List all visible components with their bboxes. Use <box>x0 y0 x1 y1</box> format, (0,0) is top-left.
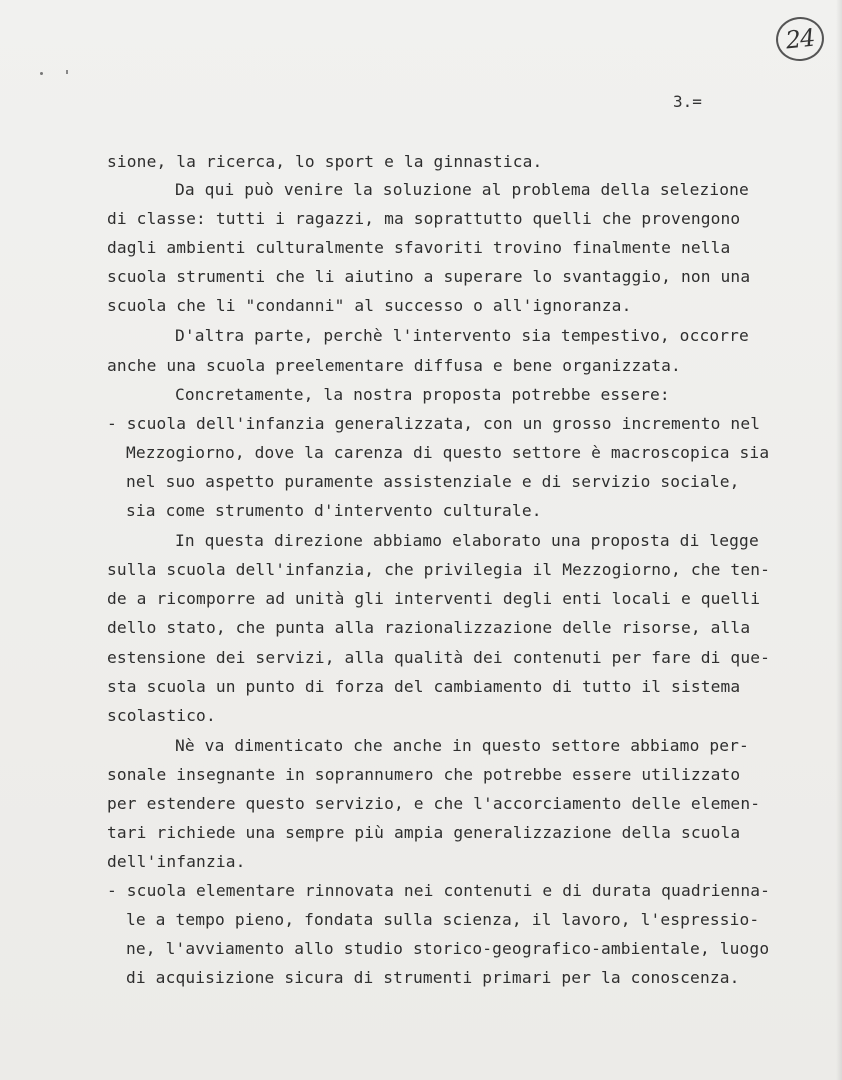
text-line: Concretamente, la nostra proposta potrebbe essere: <box>175 385 670 404</box>
text-line: ne, l'avviamento allo studio storico-geografico-ambientale, luogo <box>126 939 770 958</box>
text-line: Nè va dimenticato che anche in questo settore abbiamo per- <box>175 736 749 755</box>
text-line: estensione dei servizi, alla qualità dei contenuti per fare di que- <box>107 648 771 667</box>
text-line: scuola che li "condanni" al successo o all'ignoranza. <box>107 296 632 315</box>
text-line: nel suo aspetto puramente assistenziale e di servizio sociale, <box>126 472 740 491</box>
text-line: di classe: tutti i ragazzi, ma soprattutto quelli che provengono <box>107 209 741 228</box>
text-line: dello stato, che punta alla razionalizzazione delle risorse, alla <box>107 618 751 637</box>
text-line: In questa direzione abbiamo elaborato una proposta di legge <box>175 531 759 550</box>
text-line: tari richiede una sempre più ampia generalizzazione della scuola <box>107 823 741 842</box>
text-line: di acquisizione sicura di strumenti primari per la conoscenza. <box>126 968 740 987</box>
text-line: per estendere questo servizio, e che l'accorciamento delle elemen- <box>107 794 761 813</box>
page-number: 3.= <box>673 92 702 111</box>
text-line: sulla scuola dell'infanzia, che privilegia il Mezzogiorno, che ten- <box>107 560 771 579</box>
text-line: le a tempo pieno, fondata sulla scienza, il lavoro, l'espressio- <box>126 910 760 929</box>
text-line: dagli ambienti culturalmente sfavoriti trovino finalmente nella <box>107 238 731 257</box>
text-line: Da qui può venire la soluzione al problema della selezione <box>175 180 749 199</box>
text-line: scuola strumenti che li aiutino a superare lo svantaggio, non una <box>107 267 751 286</box>
text-line: sione, la ricerca, lo sport e la ginnastica. <box>107 152 543 171</box>
folio-number-circled: 24 <box>774 15 826 64</box>
text-line: Mezzogiorno, dove la carenza di questo settore è macroscopica sia <box>126 443 770 462</box>
text-line: scolastico. <box>107 706 216 725</box>
text-line: - scuola elementare rinnovata nei contenuti e di durata quadrienna- <box>107 881 771 900</box>
text-line: dell'infanzia. <box>107 852 246 871</box>
ink-speck <box>66 70 68 74</box>
ink-speck <box>40 72 43 75</box>
text-line: de a ricomporre ad unità gli interventi degli enti locali e quelli <box>107 589 761 608</box>
text-line: sonale insegnante in soprannumero che potrebbe essere utilizzato <box>107 765 741 784</box>
page-edge-shadow <box>836 0 842 1080</box>
text-line: anche una scuola preelementare diffusa e bene organizzata. <box>107 356 681 375</box>
text-line: sta scuola un punto di forza del cambiamento di tutto il sistema <box>107 677 741 696</box>
text-line: sia come strumento d'intervento culturale. <box>126 501 542 520</box>
text-line: - scuola dell'infanzia generalizzata, con un grosso incremento nel <box>107 414 761 433</box>
text-line: D'altra parte, perchè l'intervento sia tempestivo, occorre <box>175 326 749 345</box>
